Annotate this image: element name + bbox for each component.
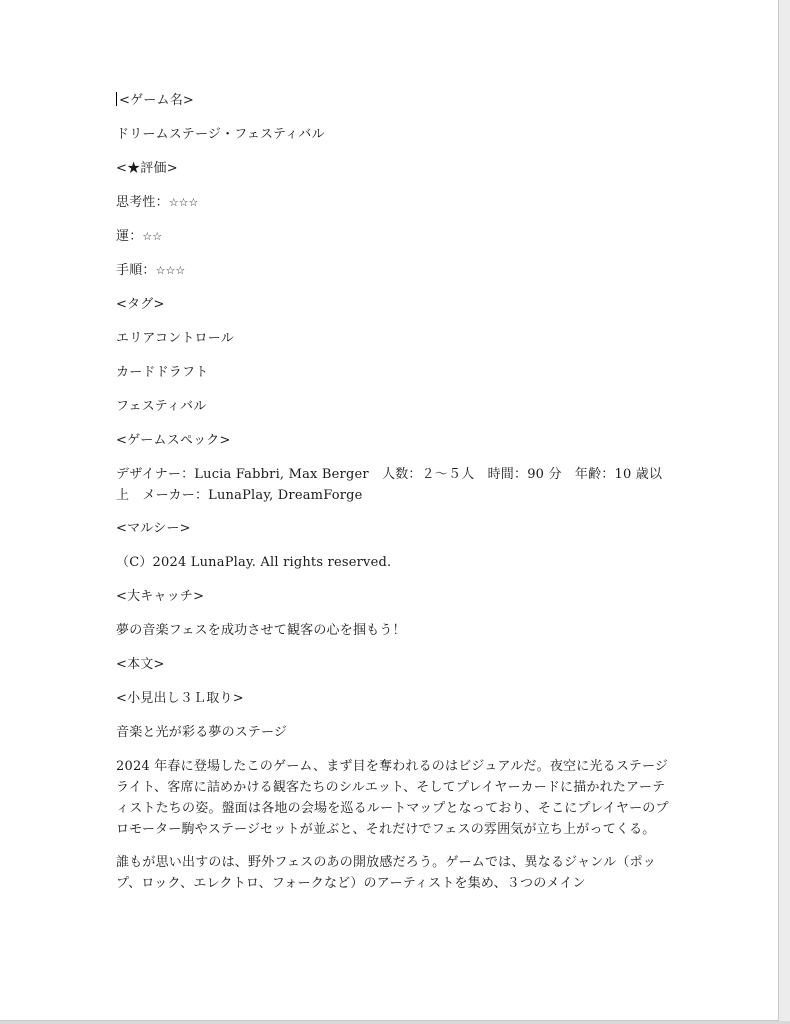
subheading: 音楽と光が彩る夢のステージ (116, 725, 288, 740)
rating-label: 手順： (116, 263, 156, 278)
star-rating: ☆☆☆ (168, 196, 199, 209)
rating-heading: <★評価> (116, 161, 178, 176)
game-name-heading-line (116, 90, 672, 112)
rating-label: 思考性： (116, 195, 169, 210)
copyright-heading: <マルシー> (116, 521, 191, 536)
game-name-heading: <ゲーム名> (119, 93, 194, 108)
star-rating: ☆☆☆ (155, 264, 186, 277)
rating-thinking (116, 192, 672, 214)
game-name: ドリームステージ・フェスティバル (116, 127, 325, 142)
window-right-gutter (779, 0, 790, 1024)
rating-label: 運： (116, 229, 143, 244)
body-paragraph: 誰もが思い出すのは、野外フェスのあの開放感だろう。ゲームでは、異なるジャンル（ポップ、ロック、エレクトロ、フォークなど）のアーティストを集め、３つのメイン (116, 855, 656, 891)
tags-heading: <タグ> (116, 297, 165, 312)
body-paragraph: 2024 年春に登場したこのゲーム、まず目を奪われるのはビジュアルだ。夜空に光るステージライト、客席に詰めかける観客たちのシルエット、そしてプレイヤーカードに描かれたアーティストたちの姿。盤面は各地の会場を巡るルートマップとなっており、そこにプレイヤーのプロモーター駒やステージセットが並ぶと、それだけでフェスの雰囲気が立ち上がってくる。 (116, 759, 669, 837)
spec-heading: <ゲームスペック> (116, 433, 231, 448)
star-rating: ☆☆ (142, 230, 163, 243)
tag-item: カードドラフト (116, 365, 209, 380)
catch-text: 夢の音楽フェスを成功させて観客の心を掴もう！ (116, 623, 406, 638)
subheading-label: <小見出し３Ｌ取り> (116, 691, 244, 706)
catch-heading: <大キャッチ> (116, 589, 205, 604)
text-cursor (116, 92, 117, 106)
spec-text: デザイナー：Lucia Fabbri, Max Berger 人数：２〜５人 時間：90 分 年齢：10 歳以上 メーカー：LunaPlay, DreamForge (116, 467, 663, 503)
tag-item: エリアコントロール (116, 331, 234, 346)
rating-luck (116, 226, 672, 248)
rating-procedure (116, 260, 672, 282)
tag-item: フェスティバル (116, 399, 207, 414)
document-body[interactable] (116, 90, 672, 906)
copyright-text: （C）2024 LunaPlay. All rights reserved. (116, 555, 392, 570)
body-heading: <本文> (116, 657, 165, 672)
